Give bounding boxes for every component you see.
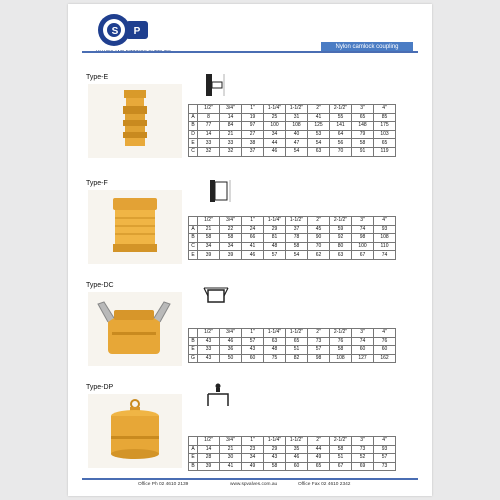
product-photo-type-f <box>88 190 182 264</box>
dimension-value-cell: 54 <box>286 147 308 156</box>
dimension-value-cell: 64 <box>330 130 352 139</box>
dimension-label-cell: D <box>189 130 198 139</box>
dimension-value-cell: 52 <box>352 454 374 463</box>
dimension-value-cell: 148 <box>352 122 374 131</box>
dimension-label-cell: C <box>189 147 198 156</box>
table-row <box>189 234 396 243</box>
footer-fax: Office Fax 02 4610 2342 <box>298 482 351 487</box>
size-header-cell: 1-1/4" <box>264 105 286 114</box>
size-header-cell: 3/4" <box>220 437 242 446</box>
dimension-value-cell: 21 <box>220 445 242 454</box>
table-row <box>189 462 396 471</box>
spec-table-type-f <box>188 216 396 260</box>
size-header-cell: 1-1/2" <box>286 437 308 446</box>
table-row <box>189 113 396 122</box>
dimension-value-cell: 60 <box>374 346 396 355</box>
dimension-value-cell: 29 <box>264 445 286 454</box>
dimension-value-cell: 22 <box>220 225 242 234</box>
dimension-value-cell: 48 <box>264 346 286 355</box>
header-corner-cell <box>189 217 198 226</box>
dimension-value-cell: 32 <box>220 147 242 156</box>
dimension-value-cell: 73 <box>352 445 374 454</box>
table-header-row <box>189 329 396 338</box>
catalog-page <box>68 4 432 496</box>
dimension-value-cell: 55 <box>330 113 352 122</box>
product-photo-type-dc <box>88 292 182 366</box>
spec-table-type-dc <box>188 328 396 363</box>
dimension-value-cell: 100 <box>264 122 286 131</box>
dimension-value-cell: 21 <box>198 225 220 234</box>
dimension-value-cell: 36 <box>220 346 242 355</box>
dimension-diagram-type-dp-icon <box>200 382 236 408</box>
size-header-cell: 2-1/2" <box>330 437 352 446</box>
dimension-value-cell: 33 <box>220 139 242 148</box>
table-row <box>189 354 396 363</box>
dimension-value-cell: 81 <box>264 234 286 243</box>
dimension-label-cell: C <box>189 242 198 251</box>
dimension-value-cell: 29 <box>264 225 286 234</box>
dimension-value-cell: 32 <box>198 147 220 156</box>
size-header-cell: 4" <box>374 105 396 114</box>
dimension-label-cell: B <box>189 122 198 131</box>
dust-plug-icon <box>88 394 182 468</box>
dimension-value-cell: 49 <box>242 462 264 471</box>
dimension-value-cell: 162 <box>374 354 396 363</box>
dimension-value-cell: 74 <box>352 337 374 346</box>
spec-table-type-e <box>188 104 396 157</box>
dimension-value-cell: 37 <box>242 147 264 156</box>
dimension-value-cell: 98 <box>308 354 330 363</box>
dimension-value-cell: 60 <box>286 462 308 471</box>
size-header-cell: 3" <box>352 437 374 446</box>
dimension-value-cell: 27 <box>242 130 264 139</box>
dimension-value-cell: 43 <box>198 337 220 346</box>
dimension-value-cell: 58 <box>330 346 352 355</box>
dimension-value-cell: 57 <box>242 337 264 346</box>
coupling-male-adapter-icon <box>88 84 182 158</box>
dimension-value-cell: 84 <box>220 122 242 131</box>
dimension-value-cell: 60 <box>242 354 264 363</box>
dimension-value-cell: 14 <box>198 445 220 454</box>
size-header-cell: 3/4" <box>220 217 242 226</box>
size-header-cell: 1-1/2" <box>286 105 308 114</box>
dimension-value-cell: 58 <box>220 234 242 243</box>
coupling-female-adapter-icon <box>88 190 182 264</box>
section-type-f <box>68 180 432 290</box>
dimension-value-cell: 91 <box>352 147 374 156</box>
dimension-value-cell: 21 <box>220 130 242 139</box>
table-row <box>189 139 396 148</box>
dimension-value-cell: 73 <box>374 462 396 471</box>
dimension-value-cell: 58 <box>198 234 220 243</box>
dimension-value-cell: 34 <box>220 242 242 251</box>
size-header-cell: 1-1/2" <box>286 217 308 226</box>
dimension-value-cell: 58 <box>264 462 286 471</box>
dimension-value-cell: 33 <box>198 346 220 355</box>
table-row <box>189 346 396 355</box>
size-header-cell: 3/4" <box>220 329 242 338</box>
dimension-value-cell: 62 <box>308 251 330 260</box>
dimension-value-cell: 75 <box>264 354 286 363</box>
dimension-value-cell: 119 <box>374 147 396 156</box>
dimension-label-cell: A <box>189 113 198 122</box>
product-photo-type-e <box>88 84 182 158</box>
size-header-cell: 2" <box>308 329 330 338</box>
dimension-value-cell: 25 <box>264 113 286 122</box>
svg-text:P: P <box>133 26 141 37</box>
dimension-value-cell: 57 <box>374 454 396 463</box>
section-type-e <box>68 74 432 184</box>
dimension-value-cell: 65 <box>352 113 374 122</box>
dimension-value-cell: 58 <box>330 445 352 454</box>
dimension-value-cell: 98 <box>352 234 374 243</box>
dimension-value-cell: 35 <box>286 445 308 454</box>
section-type-dc <box>68 282 432 392</box>
dimension-value-cell: 67 <box>352 251 374 260</box>
size-header-cell: 1-1/2" <box>286 329 308 338</box>
size-header-cell: 4" <box>374 329 396 338</box>
dimension-value-cell: 49 <box>308 454 330 463</box>
table-header-row <box>189 105 396 114</box>
dimension-value-cell: 24 <box>242 225 264 234</box>
dimension-value-cell: 43 <box>264 454 286 463</box>
dimension-value-cell: 59 <box>330 225 352 234</box>
dimension-value-cell: 38 <box>242 139 264 148</box>
dimension-value-cell: 34 <box>198 242 220 251</box>
footer-divider <box>82 478 418 480</box>
dimension-label-cell: A <box>189 225 198 234</box>
dimension-value-cell: 8 <box>198 113 220 122</box>
dimension-value-cell: 30 <box>220 454 242 463</box>
size-header-cell: 3" <box>352 217 374 226</box>
dimension-label-cell: B <box>189 462 198 471</box>
table-row <box>189 147 396 156</box>
dimension-value-cell: 43 <box>198 354 220 363</box>
dimension-value-cell: 57 <box>308 346 330 355</box>
dimension-value-cell: 56 <box>330 139 352 148</box>
dimension-value-cell: 50 <box>220 354 242 363</box>
dimension-value-cell: 69 <box>352 462 374 471</box>
dimension-diagram-type-f-icon <box>202 178 238 204</box>
dimension-value-cell: 51 <box>330 454 352 463</box>
dimension-value-cell: 82 <box>286 354 308 363</box>
dimension-value-cell: 60 <box>352 346 374 355</box>
dimension-value-cell: 85 <box>374 113 396 122</box>
dimension-value-cell: 92 <box>330 234 352 243</box>
dimension-value-cell: 100 <box>352 242 374 251</box>
dimension-value-cell: 53 <box>308 130 330 139</box>
size-header-cell: 1/2" <box>198 437 220 446</box>
dimension-label-cell: G <box>189 354 198 363</box>
header-corner-cell <box>189 105 198 114</box>
dimension-value-cell: 63 <box>308 147 330 156</box>
dimension-value-cell: 110 <box>374 242 396 251</box>
size-header-cell: 2" <box>308 105 330 114</box>
dimension-value-cell: 70 <box>308 242 330 251</box>
dimension-value-cell: 76 <box>330 337 352 346</box>
header-corner-cell <box>189 437 198 446</box>
size-header-cell: 2" <box>308 437 330 446</box>
dimension-label-cell: E <box>189 346 198 355</box>
table-row <box>189 130 396 139</box>
dimension-value-cell: 31 <box>286 113 308 122</box>
dimension-value-cell: 175 <box>374 122 396 131</box>
dimension-value-cell: 46 <box>242 251 264 260</box>
dimension-value-cell: 97 <box>242 122 264 131</box>
size-header-cell: 2-1/2" <box>330 329 352 338</box>
size-header-cell: 3/4" <box>220 105 242 114</box>
dimension-value-cell: 43 <box>242 346 264 355</box>
dimension-value-cell: 73 <box>308 337 330 346</box>
dimension-value-cell: 58 <box>352 139 374 148</box>
dimension-value-cell: 63 <box>264 337 286 346</box>
dimension-value-cell: 37 <box>286 225 308 234</box>
dimension-label-cell: A <box>189 445 198 454</box>
dimension-label-cell: E <box>189 139 198 148</box>
dimension-value-cell: 47 <box>286 139 308 148</box>
dimension-value-cell: 70 <box>330 147 352 156</box>
dimension-value-cell: 78 <box>286 234 308 243</box>
dimension-value-cell: 14 <box>198 130 220 139</box>
dimension-value-cell: 41 <box>220 462 242 471</box>
dimension-value-cell: 44 <box>264 139 286 148</box>
dimension-diagram-type-e-icon <box>198 72 234 98</box>
dimension-diagram-type-dc-icon <box>198 282 234 308</box>
size-header-cell: 3" <box>352 329 374 338</box>
dimension-value-cell: 34 <box>242 454 264 463</box>
size-header-cell: 2-1/2" <box>330 217 352 226</box>
size-header-cell: 1-1/4" <box>264 217 286 226</box>
dimension-value-cell: 79 <box>352 130 374 139</box>
size-header-cell: 4" <box>374 217 396 226</box>
size-header-cell: 1/2" <box>198 105 220 114</box>
dimension-value-cell: 28 <box>198 454 220 463</box>
table-row <box>189 242 396 251</box>
dimension-value-cell: 108 <box>330 354 352 363</box>
dimension-value-cell: 108 <box>374 234 396 243</box>
size-header-cell: 2" <box>308 217 330 226</box>
dimension-label-cell: B <box>189 337 198 346</box>
type-label: Type-E <box>86 74 109 81</box>
dimension-value-cell: 65 <box>286 337 308 346</box>
table-header-row <box>189 437 396 446</box>
size-header-cell: 1-1/4" <box>264 437 286 446</box>
dimension-value-cell: 44 <box>308 445 330 454</box>
size-header-cell: 4" <box>374 437 396 446</box>
type-label: Type-DC <box>86 282 114 289</box>
dimension-value-cell: 76 <box>374 337 396 346</box>
dimension-value-cell: 74 <box>352 225 374 234</box>
dimension-value-cell: 41 <box>308 113 330 122</box>
size-header-cell: 2-1/2" <box>330 105 352 114</box>
header-divider <box>82 51 418 53</box>
dimension-value-cell: 23 <box>242 445 264 454</box>
dimension-value-cell: 39 <box>198 462 220 471</box>
dimension-value-cell: 14 <box>220 113 242 122</box>
size-header-cell: 1" <box>242 105 264 114</box>
dimension-value-cell: 39 <box>220 251 242 260</box>
sp-logo-icon <box>96 12 152 48</box>
dimension-value-cell: 40 <box>286 130 308 139</box>
size-header-cell: 1" <box>242 329 264 338</box>
document-title: Nylon camlock coupling <box>321 42 413 52</box>
dimension-label-cell: E <box>189 454 198 463</box>
dimension-value-cell: 46 <box>220 337 242 346</box>
type-label: Type-F <box>86 180 108 187</box>
dimension-value-cell: 65 <box>308 462 330 471</box>
footer-phone: Office Ph 02 4610 2139 <box>138 482 189 487</box>
dimension-value-cell: 127 <box>352 354 374 363</box>
size-header-cell: 1/2" <box>198 217 220 226</box>
dimension-value-cell: 46 <box>264 147 286 156</box>
dimension-value-cell: 74 <box>374 251 396 260</box>
dimension-value-cell: 80 <box>330 242 352 251</box>
dimension-value-cell: 141 <box>330 122 352 131</box>
dimension-value-cell: 125 <box>308 122 330 131</box>
dimension-value-cell: 39 <box>198 251 220 260</box>
dimension-value-cell: 57 <box>264 251 286 260</box>
dimension-value-cell: 54 <box>308 139 330 148</box>
dimension-value-cell: 51 <box>286 346 308 355</box>
dimension-value-cell: 46 <box>286 454 308 463</box>
dimension-value-cell: 58 <box>286 242 308 251</box>
table-row <box>189 251 396 260</box>
dimension-value-cell: 90 <box>308 234 330 243</box>
dimension-value-cell: 93 <box>374 225 396 234</box>
dust-cap-icon <box>88 292 182 366</box>
dimension-value-cell: 45 <box>308 225 330 234</box>
dimension-value-cell: 103 <box>374 130 396 139</box>
dimension-label-cell: E <box>189 251 198 260</box>
dimension-value-cell: 41 <box>242 242 264 251</box>
dimension-value-cell: 19 <box>242 113 264 122</box>
dimension-value-cell: 33 <box>198 139 220 148</box>
type-label: Type-DP <box>86 384 114 391</box>
table-row <box>189 445 396 454</box>
dimension-value-cell: 108 <box>286 122 308 131</box>
size-header-cell: 1" <box>242 217 264 226</box>
dimension-value-cell: 65 <box>374 139 396 148</box>
table-row <box>189 337 396 346</box>
dimension-value-cell: 77 <box>198 122 220 131</box>
dimension-value-cell: 54 <box>286 251 308 260</box>
size-header-cell: 3" <box>352 105 374 114</box>
size-header-cell: 1" <box>242 437 264 446</box>
dimension-value-cell: 66 <box>242 234 264 243</box>
size-header-cell: 1/2" <box>198 329 220 338</box>
dimension-value-cell: 63 <box>330 251 352 260</box>
svg-text:S: S <box>111 26 119 37</box>
dimension-value-cell: 93 <box>374 445 396 454</box>
footer-website[interactable]: www.spvalves.com.au <box>230 482 278 487</box>
table-header-row <box>189 217 396 226</box>
dimension-label-cell: B <box>189 234 198 243</box>
product-photo-type-dp <box>88 394 182 468</box>
dimension-value-cell: 48 <box>264 242 286 251</box>
dimension-value-cell: 34 <box>264 130 286 139</box>
table-row <box>189 454 396 463</box>
header-corner-cell <box>189 329 198 338</box>
size-header-cell: 1-1/4" <box>264 329 286 338</box>
spec-table-type-dp <box>188 436 396 471</box>
table-row <box>189 225 396 234</box>
dimension-value-cell: 67 <box>330 462 352 471</box>
table-row <box>189 122 396 131</box>
